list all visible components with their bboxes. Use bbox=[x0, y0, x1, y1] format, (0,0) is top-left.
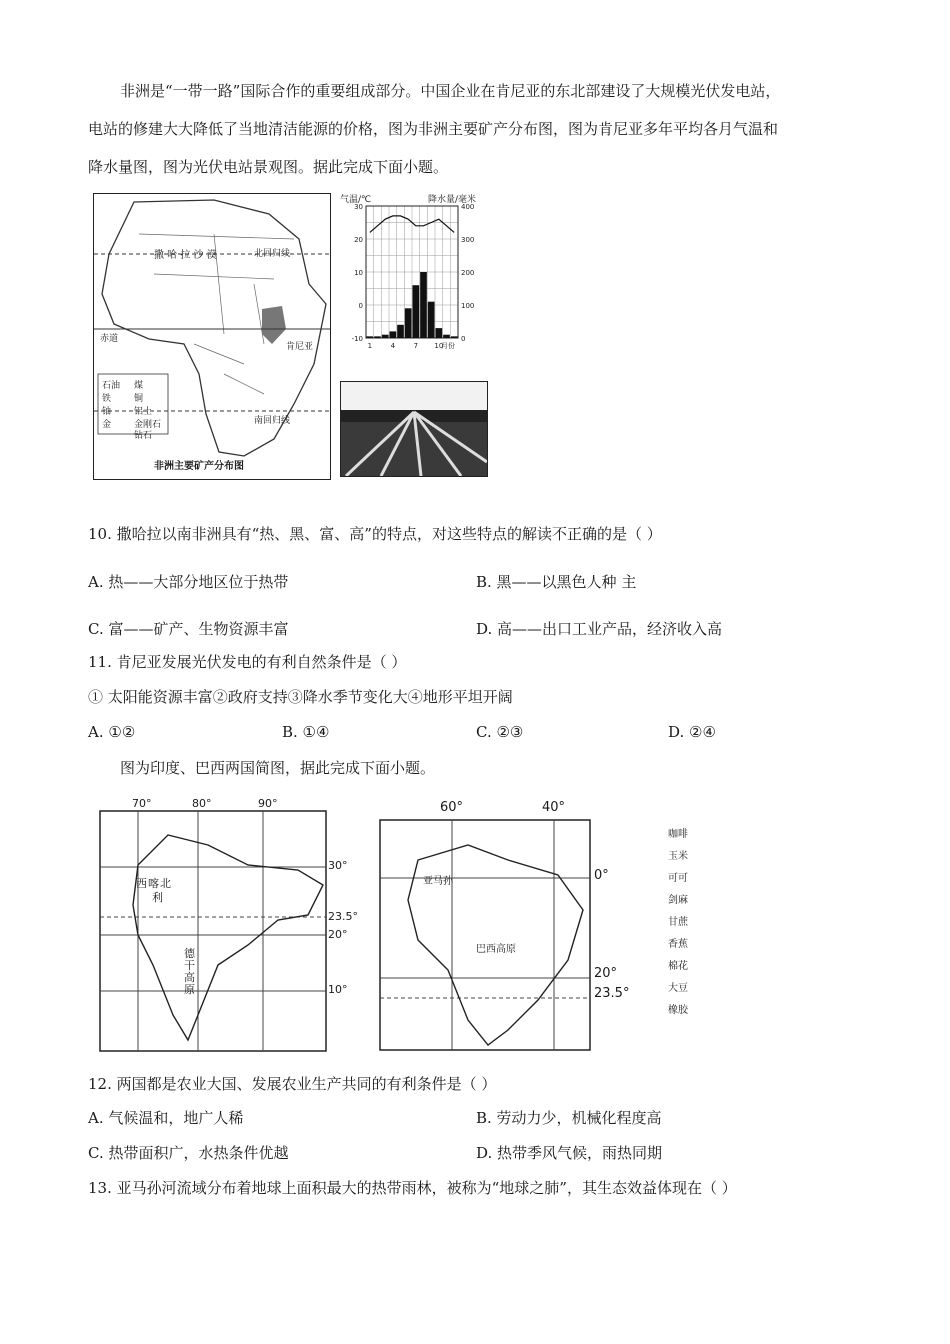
intro-line-3: 降水量图，图为光伏电站景观图。据此完成下面小题。 bbox=[88, 158, 449, 176]
india-map-drawing bbox=[98, 795, 353, 1053]
brazil-lat-20: 20° bbox=[594, 966, 618, 981]
india-lat-23-5: 23.5° bbox=[328, 910, 358, 923]
temp-tick-label: 0 bbox=[358, 302, 363, 310]
legend-gem: 钻石 bbox=[134, 431, 153, 441]
q13-stem: 13. 亚马孙河流域分布着地球上面积最大的热带雨林，被称为“地球之肺”，其生态效益体现在（ ） bbox=[88, 1179, 737, 1197]
month-tick-label: 7 bbox=[413, 342, 419, 350]
crop-corn: 玉米 bbox=[668, 851, 688, 862]
temp-tick-label: 30 bbox=[354, 203, 363, 211]
q11-option-d[interactable]: D. ②④ bbox=[668, 723, 716, 741]
q11-option-a[interactable]: A. ①② bbox=[88, 723, 136, 741]
q10-option-a[interactable]: A. 热——大部分地区位于热带 bbox=[88, 573, 289, 591]
africa-minerals-map bbox=[93, 193, 331, 480]
precip-tick-label: 100 bbox=[461, 302, 475, 310]
precip-bar bbox=[428, 302, 435, 338]
brazil-map bbox=[378, 800, 628, 1052]
india-region-7: 高 bbox=[184, 971, 195, 984]
precip-bar bbox=[405, 308, 412, 338]
temp-tick-label: -10 bbox=[351, 335, 363, 343]
brazil-lat-0: 0° bbox=[594, 868, 609, 883]
temp-axis-label: 气温/℃ bbox=[340, 195, 372, 205]
q12-option-d[interactable]: D. 热带季风气候，雨热同期 bbox=[476, 1144, 663, 1162]
kenya-label: 肯尼亚 bbox=[286, 342, 314, 352]
precip-bar bbox=[451, 336, 458, 338]
legend-oil: 石油 bbox=[102, 381, 121, 391]
q10-option-b[interactable]: B. 黑——以黑色人种 主 bbox=[476, 573, 637, 591]
india-lat-20: 20° bbox=[328, 928, 348, 941]
crop-legend bbox=[646, 825, 726, 1025]
intro-line-1: 非洲是“一带一路”国际合作的重要组成部分。中国企业在肯尼亚的东北部建设了大规模光伏发电站， bbox=[120, 82, 781, 100]
brazil-lon-40: 40° bbox=[542, 800, 566, 815]
legend-copper: 铜 bbox=[134, 394, 144, 404]
month-tick-label: 4 bbox=[390, 342, 396, 350]
legend-bauxite: 铝土 bbox=[134, 407, 153, 417]
climate-chart-svg bbox=[338, 192, 488, 362]
tropic-north-label: 北回归线 bbox=[254, 249, 291, 259]
solar-plant-drawing bbox=[341, 382, 487, 476]
india-map bbox=[98, 795, 358, 1053]
india-region-3: 北 bbox=[160, 877, 171, 890]
sahara-label: 撒 哈 拉 沙 漠 bbox=[154, 250, 217, 261]
q11-option-c[interactable]: C. ②③ bbox=[476, 723, 524, 741]
month-tick-label: 月份 bbox=[441, 342, 456, 350]
precip-tick-label: 400 bbox=[461, 203, 475, 211]
brazil-lat-23-5: 23.5° bbox=[594, 986, 630, 1001]
india-region-5: 德 bbox=[184, 947, 195, 960]
q11-items: ① 太阳能资源丰富②政府支持③降水季节变化大④地形平坦开阔 bbox=[88, 688, 513, 706]
crop-sugarcane: 甘蔗 bbox=[668, 917, 688, 928]
legend-uranium: 铀 bbox=[102, 407, 112, 417]
q10-option-c[interactable]: C. 富——矿产、生物资源丰富 bbox=[88, 620, 289, 638]
q11-option-b[interactable]: B. ①④ bbox=[282, 723, 330, 741]
africa-map-caption: 非洲主要矿产分布图 bbox=[154, 461, 244, 472]
india-region-2: 喀 bbox=[148, 877, 159, 890]
equator-label: 赤道 bbox=[100, 334, 119, 344]
india-region-4: 利 bbox=[152, 891, 163, 904]
legend-diamond: 金刚石 bbox=[134, 420, 162, 430]
legend-coal: 煤 bbox=[134, 381, 144, 391]
legend-gold: 金 bbox=[102, 420, 112, 430]
precip-bar bbox=[390, 331, 397, 338]
q12-stem: 12. 两国都是农业大国、发展农业生产共同的有利条件是（ ） bbox=[88, 1075, 497, 1093]
brazil-map-drawing bbox=[378, 800, 628, 1052]
precip-bar bbox=[397, 325, 404, 338]
crop-coffee: 咖啡 bbox=[668, 829, 688, 840]
q10-option-d[interactable]: D. 高——出口工业产品，经济收入高 bbox=[476, 620, 723, 638]
crop-rubber: 橡胶 bbox=[668, 1005, 688, 1016]
africa-map-drawing bbox=[94, 194, 330, 479]
india-region-8: 原 bbox=[184, 983, 195, 996]
q10-stem: 10. 撒哈拉以南非洲具有“热、黑、富、高”的特点，对这些特点的解读不正确的是（ ） bbox=[88, 525, 662, 543]
precip-bar bbox=[443, 335, 450, 338]
q11-stem: 11. 肯尼亚发展光伏发电的有利自然条件是（ ） bbox=[88, 653, 407, 671]
q12-option-c[interactable]: C. 热带面积广，水热条件优越 bbox=[88, 1144, 289, 1162]
month-tick-label: 1 bbox=[367, 342, 373, 350]
precip-tick-label: 200 bbox=[461, 269, 475, 277]
crop-banana: 香蕉 bbox=[668, 939, 688, 950]
precip-bar bbox=[420, 272, 427, 338]
crop-cocoa: 可可 bbox=[668, 873, 688, 884]
q12-option-a[interactable]: A. 气候温和，地广人稀 bbox=[88, 1109, 244, 1127]
india-lon-70: 70° bbox=[132, 797, 152, 810]
precip-tick-label: 0 bbox=[461, 335, 466, 343]
precip-axis-label: 降水量/毫米 bbox=[428, 195, 477, 205]
kenya-shade bbox=[262, 306, 286, 344]
precip-bar bbox=[436, 328, 443, 338]
india-lat-30: 30° bbox=[328, 859, 348, 872]
precip-bar bbox=[382, 335, 389, 338]
tropic-south-label: 南回归线 bbox=[254, 416, 291, 426]
q12-option-b[interactable]: B. 劳动力少，机械化程度高 bbox=[476, 1109, 662, 1127]
solar-plant-photo bbox=[340, 381, 488, 477]
temp-tick-label: 20 bbox=[354, 236, 363, 244]
intro-line-2: 电站的修建大大降低了当地清洁能源的价格，图为非洲主要矿产分布图，图为肯尼亚多年平均各月气温和 bbox=[88, 120, 779, 138]
precip-bar bbox=[367, 336, 374, 338]
brazil-label-plateau: 巴西高原 bbox=[476, 944, 516, 955]
india-lon-90: 90° bbox=[258, 797, 278, 810]
precip-tick-label: 300 bbox=[461, 236, 475, 244]
brazil-label-amazon: 亚马孙 bbox=[423, 876, 453, 887]
month-tick-label: 10 bbox=[434, 342, 444, 350]
precip-bar bbox=[374, 336, 381, 338]
temp-tick-label: 10 bbox=[354, 269, 363, 277]
india-lon-80: 80° bbox=[192, 797, 212, 810]
crop-soybean: 大豆 bbox=[668, 983, 688, 994]
crop-sisal: 剑麻 bbox=[668, 895, 688, 906]
india-lat-10: 10° bbox=[328, 983, 348, 996]
legend-iron: 铁 bbox=[102, 394, 112, 404]
intro2-text: 图为印度、巴西两国简图，据此完成下面小题。 bbox=[120, 759, 436, 777]
brazil-lon-60: 60° bbox=[440, 800, 464, 815]
india-region-1: 西 bbox=[136, 877, 147, 890]
climate-chart bbox=[338, 192, 488, 362]
precip-bar bbox=[413, 285, 420, 338]
india-region-6: 干 bbox=[184, 959, 195, 972]
crop-cotton: 棉花 bbox=[668, 961, 688, 972]
